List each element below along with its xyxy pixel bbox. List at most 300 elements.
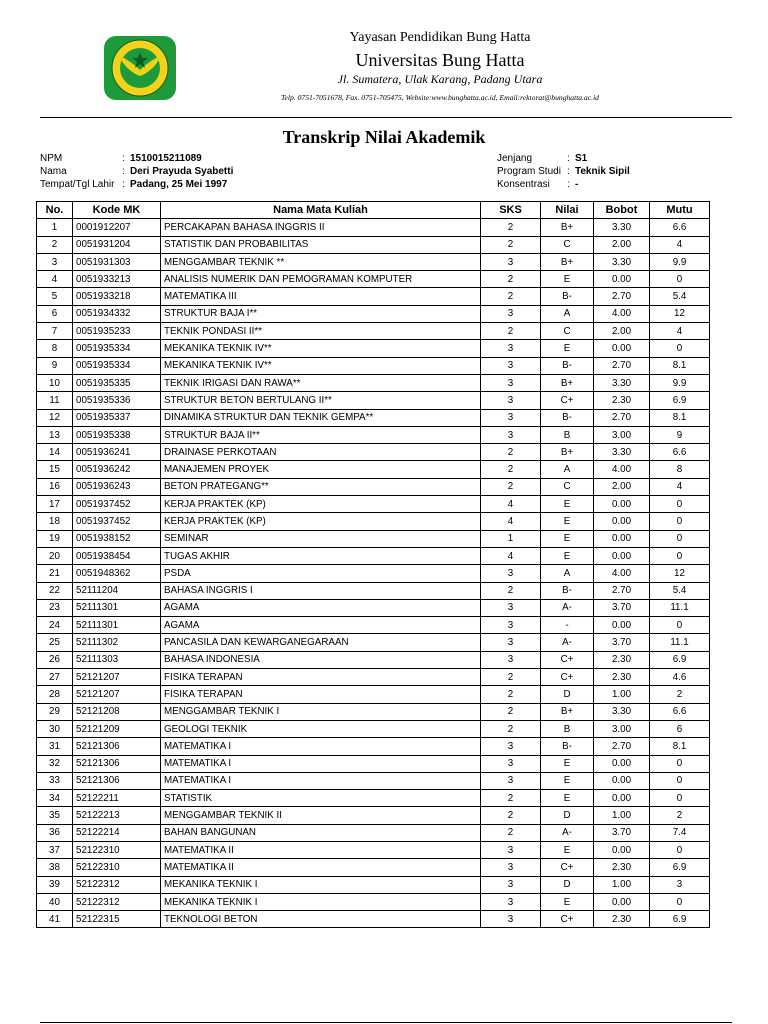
table-row	[37, 478, 710, 495]
table-row	[37, 859, 710, 876]
cell-weight: 2.70	[594, 357, 650, 374]
cell-quality: 6.6	[650, 219, 710, 236]
grades-table	[36, 201, 710, 928]
cell-credits: 3	[481, 392, 541, 409]
cell-quality: 6.6	[650, 703, 710, 720]
cell-weight: 0.00	[594, 340, 650, 357]
cell-grade: A-	[541, 599, 594, 616]
cell-credits: 2	[481, 444, 541, 461]
cell-course-code: 52122310	[73, 859, 161, 876]
cell-no: 14	[37, 444, 73, 461]
cell-course-code: 0051935336	[73, 392, 161, 409]
cell-course-code: 0051948362	[73, 565, 161, 582]
cell-grade: A-	[541, 634, 594, 651]
cell-weight: 0.00	[594, 547, 650, 564]
table-row	[37, 617, 710, 634]
table-row	[37, 720, 710, 737]
concentration-label: Konsentrasi	[497, 179, 550, 190]
column-header-grade: Nilai	[541, 202, 594, 219]
cell-weight: 0.00	[594, 893, 650, 910]
cell-no: 40	[37, 893, 73, 910]
cell-course-code: 0051937452	[73, 496, 161, 513]
table-row	[37, 444, 710, 461]
cell-credits: 2	[481, 271, 541, 288]
cell-no: 2	[37, 236, 73, 253]
cell-course-name: KERJA PRAKTEK (KP)	[161, 513, 481, 530]
cell-course-name: MEKANIKA TEKNIK IV**	[161, 340, 481, 357]
cell-grade: B-	[541, 409, 594, 426]
table-row	[37, 790, 710, 807]
cell-course-code: 0051931204	[73, 236, 161, 253]
cell-no: 5	[37, 288, 73, 305]
cell-course-name: STATISTIK DAN PROBABILITAS	[161, 236, 481, 253]
cell-no: 39	[37, 876, 73, 893]
cell-no: 32	[37, 755, 73, 772]
cell-quality: 0	[650, 755, 710, 772]
cell-grade: B	[541, 426, 594, 443]
concentration-value: -	[575, 179, 579, 190]
cell-course-name: MEKANIKA TEKNIK I	[161, 876, 481, 893]
cell-weight: 1.00	[594, 876, 650, 893]
table-row	[37, 305, 710, 322]
cell-course-code: 0051934332	[73, 305, 161, 322]
cell-weight: 3.30	[594, 253, 650, 270]
cell-course-name: MATEMATIKA I	[161, 738, 481, 755]
student-info-right	[497, 152, 630, 191]
birth-value: Padang, 25 Mei 1997	[130, 179, 228, 190]
cell-quality: 4	[650, 236, 710, 253]
header-divider	[40, 117, 732, 118]
program-value: Teknik Sipil	[575, 166, 630, 177]
table-row	[37, 547, 710, 564]
document-title: Transkrip Nilai Akademik	[282, 127, 486, 147]
cell-course-name: FISIKA TERAPAN	[161, 669, 481, 686]
column-header-course-name: Nama Mata Kuliah	[161, 202, 481, 219]
table-row	[37, 807, 710, 824]
footer-divider	[40, 1022, 732, 1023]
cell-course-name: MATEMATIKA I	[161, 755, 481, 772]
cell-course-name: BAHASA INGGRIS I	[161, 582, 481, 599]
cell-weight: 2.00	[594, 323, 650, 340]
cell-no: 19	[37, 530, 73, 547]
column-header-weight: Bobot	[594, 202, 650, 219]
cell-quality: 0	[650, 790, 710, 807]
npm-row	[40, 152, 233, 165]
cell-quality: 0	[650, 530, 710, 547]
cell-no: 20	[37, 547, 73, 564]
cell-course-name: PANCASILA DAN KEWARGANEGARAAN	[161, 634, 481, 651]
name-row	[40, 165, 233, 178]
cell-credits: 2	[481, 582, 541, 599]
cell-grade: A	[541, 305, 594, 322]
table-row	[37, 236, 710, 253]
table-row	[37, 409, 710, 426]
table-row	[37, 772, 710, 789]
cell-credits: 4	[481, 513, 541, 530]
cell-no: 7	[37, 323, 73, 340]
cell-grade: B+	[541, 374, 594, 391]
cell-course-code: 52122312	[73, 876, 161, 893]
cell-weight: 2.30	[594, 392, 650, 409]
cell-no: 28	[37, 686, 73, 703]
university-address: Jl. Sumatera, Ulak Karang, Padang Utara	[337, 72, 543, 86]
npm-value: 1510015211089	[130, 153, 202, 164]
cell-grade: C+	[541, 651, 594, 668]
cell-course-code: 52122315	[73, 911, 161, 928]
cell-credits: 2	[481, 669, 541, 686]
cell-course-code: 52121208	[73, 703, 161, 720]
cell-no: 9	[37, 357, 73, 374]
student-info-left	[40, 152, 233, 191]
cell-quality: 9.9	[650, 253, 710, 270]
cell-credits: 2	[481, 219, 541, 236]
cell-course-code: 0051935334	[73, 357, 161, 374]
table-row	[37, 738, 710, 755]
cell-grade: C	[541, 323, 594, 340]
cell-weight: 2.30	[594, 669, 650, 686]
cell-course-name: BAHAN BANGUNAN	[161, 824, 481, 841]
cell-no: 17	[37, 496, 73, 513]
cell-credits: 3	[481, 565, 541, 582]
cell-credits: 4	[481, 547, 541, 564]
cell-credits: 3	[481, 893, 541, 910]
npm-label: NPM	[40, 153, 63, 164]
cell-grade: B+	[541, 219, 594, 236]
cell-quality: 9	[650, 426, 710, 443]
cell-quality: 0	[650, 340, 710, 357]
cell-grade: C+	[541, 669, 594, 686]
cell-weight: 3.70	[594, 634, 650, 651]
cell-no: 26	[37, 651, 73, 668]
cell-grade: B+	[541, 703, 594, 720]
cell-grade: B	[541, 720, 594, 737]
cell-course-name: TUGAS AKHIR	[161, 547, 481, 564]
cell-course-name: STRUKTUR BAJA II**	[161, 426, 481, 443]
program-row	[497, 165, 630, 178]
table-row	[37, 824, 710, 841]
cell-credits: 3	[481, 651, 541, 668]
university-name: Universitas Bung Hatta	[355, 50, 525, 70]
column-header-quality: Mutu	[650, 202, 710, 219]
cell-no: 8	[37, 340, 73, 357]
cell-quality: 8.1	[650, 738, 710, 755]
table-row	[37, 253, 710, 270]
cell-course-code: 52122211	[73, 790, 161, 807]
cell-course-code: 0051938454	[73, 547, 161, 564]
cell-grade: C+	[541, 911, 594, 928]
table-row	[37, 496, 710, 513]
cell-quality: 4	[650, 478, 710, 495]
separator: :	[122, 153, 125, 164]
cell-course-name: DINAMIKA STRUKTUR DAN TEKNIK GEMPA**	[161, 409, 481, 426]
cell-course-name: AGAMA	[161, 617, 481, 634]
table-row	[37, 876, 710, 893]
cell-grade: D	[541, 686, 594, 703]
cell-course-code: 0051936242	[73, 461, 161, 478]
cell-quality: 8.1	[650, 357, 710, 374]
cell-course-name: MATEMATIKA II	[161, 859, 481, 876]
cell-course-name: MEKANIKA TEKNIK IV**	[161, 357, 481, 374]
cell-course-code: 0051935233	[73, 323, 161, 340]
cell-course-name: STATISTIK	[161, 790, 481, 807]
cell-course-name: MANAJEMEN PROYEK	[161, 461, 481, 478]
column-header-course-code: Kode MK	[73, 202, 161, 219]
cell-credits: 2	[481, 288, 541, 305]
cell-quality: 6.9	[650, 911, 710, 928]
cell-credits: 3	[481, 599, 541, 616]
table-row	[37, 669, 710, 686]
table-row	[37, 911, 710, 928]
cell-weight: 4.00	[594, 565, 650, 582]
cell-grade: E	[541, 841, 594, 858]
cell-course-code: 52122214	[73, 824, 161, 841]
cell-grade: C	[541, 478, 594, 495]
cell-weight: 0.00	[594, 271, 650, 288]
cell-quality: 4.6	[650, 669, 710, 686]
cell-credits: 3	[481, 755, 541, 772]
cell-no: 36	[37, 824, 73, 841]
cell-course-name: PSDA	[161, 565, 481, 582]
cell-credits: 3	[481, 426, 541, 443]
cell-course-name: PERCAKAPAN BAHASA INGGRIS II	[161, 219, 481, 236]
cell-credits: 3	[481, 634, 541, 651]
cell-weight: 3.00	[594, 426, 650, 443]
cell-quality: 5.4	[650, 288, 710, 305]
cell-course-name: FISIKA TERAPAN	[161, 686, 481, 703]
cell-quality: 0	[650, 271, 710, 288]
cell-credits: 2	[481, 323, 541, 340]
cell-course-name: TEKNOLOGI BETON	[161, 911, 481, 928]
cell-weight: 2.70	[594, 738, 650, 755]
cell-course-name: MENGGAMBAR TEKNIK II	[161, 807, 481, 824]
cell-grade: E	[541, 755, 594, 772]
cell-weight: 2.30	[594, 859, 650, 876]
cell-course-name: MEKANIKA TEKNIK I	[161, 893, 481, 910]
cell-credits: 2	[481, 807, 541, 824]
cell-weight: 2.00	[594, 478, 650, 495]
cell-quality: 0	[650, 772, 710, 789]
cell-grade: A-	[541, 824, 594, 841]
cell-credits: 2	[481, 478, 541, 495]
table-row	[37, 651, 710, 668]
cell-course-code: 0051933218	[73, 288, 161, 305]
cell-no: 21	[37, 565, 73, 582]
cell-quality: 8	[650, 461, 710, 478]
cell-no: 33	[37, 772, 73, 789]
cell-credits: 2	[481, 461, 541, 478]
cell-course-code: 52121306	[73, 755, 161, 772]
name-value: Deri Prayuda Syabetti	[130, 166, 234, 177]
cell-weight: 2.00	[594, 236, 650, 253]
cell-no: 15	[37, 461, 73, 478]
cell-credits: 3	[481, 859, 541, 876]
cell-weight: 4.00	[594, 305, 650, 322]
cell-credits: 2	[481, 790, 541, 807]
cell-quality: 0	[650, 893, 710, 910]
cell-grade: B-	[541, 738, 594, 755]
table-row	[37, 755, 710, 772]
cell-no: 30	[37, 720, 73, 737]
cell-course-code: 0001912207	[73, 219, 161, 236]
cell-grade: E	[541, 513, 594, 530]
cell-quality: 12	[650, 565, 710, 582]
cell-grade: C+	[541, 859, 594, 876]
cell-course-code: 52111301	[73, 617, 161, 634]
cell-credits: 3	[481, 738, 541, 755]
cell-course-name: STRUKTUR BETON BERTULANG II**	[161, 392, 481, 409]
cell-quality: 0	[650, 617, 710, 634]
cell-course-name: BAHASA INDONESIA	[161, 651, 481, 668]
cell-grade: B+	[541, 253, 594, 270]
cell-course-code: 0051935335	[73, 374, 161, 391]
cell-course-code: 52111303	[73, 651, 161, 668]
cell-quality: 6.9	[650, 392, 710, 409]
table-row	[37, 357, 710, 374]
cell-course-name: SEMINAR	[161, 530, 481, 547]
cell-no: 23	[37, 599, 73, 616]
cell-course-code: 52122310	[73, 841, 161, 858]
cell-grade: B-	[541, 582, 594, 599]
cell-grade: E	[541, 530, 594, 547]
table-row	[37, 374, 710, 391]
cell-course-name: ANALISIS NUMERIK DAN PEMOGRAMAN KOMPUTER	[161, 271, 481, 288]
table-row	[37, 703, 710, 720]
cell-course-name: MATEMATIKA III	[161, 288, 481, 305]
cell-weight: 0.00	[594, 841, 650, 858]
cell-weight: 2.30	[594, 651, 650, 668]
table-row	[37, 599, 710, 616]
cell-weight: 2.70	[594, 288, 650, 305]
cell-grade: E	[541, 547, 594, 564]
cell-credits: 3	[481, 253, 541, 270]
university-logo	[100, 30, 180, 106]
cell-no: 41	[37, 911, 73, 928]
cell-course-code: 52111302	[73, 634, 161, 651]
separator: :	[567, 153, 570, 164]
cell-no: 34	[37, 790, 73, 807]
program-label: Program Studi	[497, 166, 561, 177]
cell-weight: 4.00	[594, 461, 650, 478]
cell-grade: E	[541, 893, 594, 910]
cell-quality: 12	[650, 305, 710, 322]
table-row	[37, 271, 710, 288]
table-body	[37, 219, 710, 928]
cell-course-name: MATEMATIKA II	[161, 841, 481, 858]
cell-no: 37	[37, 841, 73, 858]
cell-quality: 5.4	[650, 582, 710, 599]
cell-credits: 2	[481, 720, 541, 737]
cell-weight: 3.30	[594, 374, 650, 391]
cell-course-code: 0051938152	[73, 530, 161, 547]
cell-quality: 0	[650, 841, 710, 858]
cell-weight: 1.00	[594, 807, 650, 824]
cell-quality: 11.1	[650, 599, 710, 616]
separator: :	[567, 179, 570, 190]
cell-weight: 0.00	[594, 530, 650, 547]
cell-no: 13	[37, 426, 73, 443]
cell-weight: 2.70	[594, 582, 650, 599]
birth-row	[40, 178, 233, 191]
cell-course-name: MENGGAMBAR TEKNIK I	[161, 703, 481, 720]
cell-credits: 2	[481, 824, 541, 841]
table-row	[37, 392, 710, 409]
cell-grade: A	[541, 461, 594, 478]
cell-course-code: 52121306	[73, 738, 161, 755]
cell-course-code: 0051935334	[73, 340, 161, 357]
cell-weight: 0.00	[594, 617, 650, 634]
cell-no: 24	[37, 617, 73, 634]
cell-quality: 6.6	[650, 444, 710, 461]
cell-course-name: BETON PRATEGANG**	[161, 478, 481, 495]
cell-course-name: MATEMATIKA I	[161, 772, 481, 789]
cell-weight: 3.00	[594, 720, 650, 737]
separator: :	[122, 179, 125, 190]
university-contact: Telp. 0751-7051678, Fax. 0751-705475, Website:www.bunghatta.ac.id, Email:rektorat@bunghatta.ac.id	[281, 93, 599, 102]
cell-no: 27	[37, 669, 73, 686]
table-row	[37, 323, 710, 340]
cell-credits: 3	[481, 911, 541, 928]
cell-course-code: 52111301	[73, 599, 161, 616]
cell-grade: E	[541, 496, 594, 513]
cell-course-code: 0051931303	[73, 253, 161, 270]
cell-no: 35	[37, 807, 73, 824]
cell-grade: B+	[541, 444, 594, 461]
cell-grade: D	[541, 876, 594, 893]
cell-quality: 0	[650, 496, 710, 513]
cell-course-code: 0051936241	[73, 444, 161, 461]
cell-quality: 4	[650, 323, 710, 340]
cell-quality: 3	[650, 876, 710, 893]
cell-course-code: 0051935338	[73, 426, 161, 443]
table-row	[37, 530, 710, 547]
cell-no: 22	[37, 582, 73, 599]
table-row	[37, 340, 710, 357]
cell-credits: 3	[481, 876, 541, 893]
cell-quality: 2	[650, 807, 710, 824]
cell-no: 1	[37, 219, 73, 236]
foundation-name: Yayasan Pendidikan Bung Hatta	[349, 30, 531, 45]
cell-quality: 9.9	[650, 374, 710, 391]
cell-course-code: 52121209	[73, 720, 161, 737]
column-header-no: No.	[37, 202, 73, 219]
cell-weight: 3.30	[594, 219, 650, 236]
cell-weight: 1.00	[594, 686, 650, 703]
cell-course-name: DRAINASE PERKOTAAN	[161, 444, 481, 461]
cell-credits: 3	[481, 772, 541, 789]
cell-weight: 0.00	[594, 772, 650, 789]
cell-quality: 2	[650, 686, 710, 703]
cell-credits: 1	[481, 530, 541, 547]
cell-quality: 0	[650, 513, 710, 530]
cell-grade: D	[541, 807, 594, 824]
cell-grade: C	[541, 236, 594, 253]
separator: :	[122, 166, 125, 177]
level-label: Jenjang	[497, 153, 533, 164]
cell-no: 16	[37, 478, 73, 495]
cell-no: 38	[37, 859, 73, 876]
cell-credits: 3	[481, 409, 541, 426]
cell-grade: A	[541, 565, 594, 582]
cell-no: 31	[37, 738, 73, 755]
table-row	[37, 893, 710, 910]
table-row	[37, 513, 710, 530]
level-row	[497, 152, 630, 165]
cell-weight: 0.00	[594, 496, 650, 513]
table-row	[37, 582, 710, 599]
cell-weight: 3.70	[594, 824, 650, 841]
cell-weight: 2.70	[594, 409, 650, 426]
cell-no: 29	[37, 703, 73, 720]
